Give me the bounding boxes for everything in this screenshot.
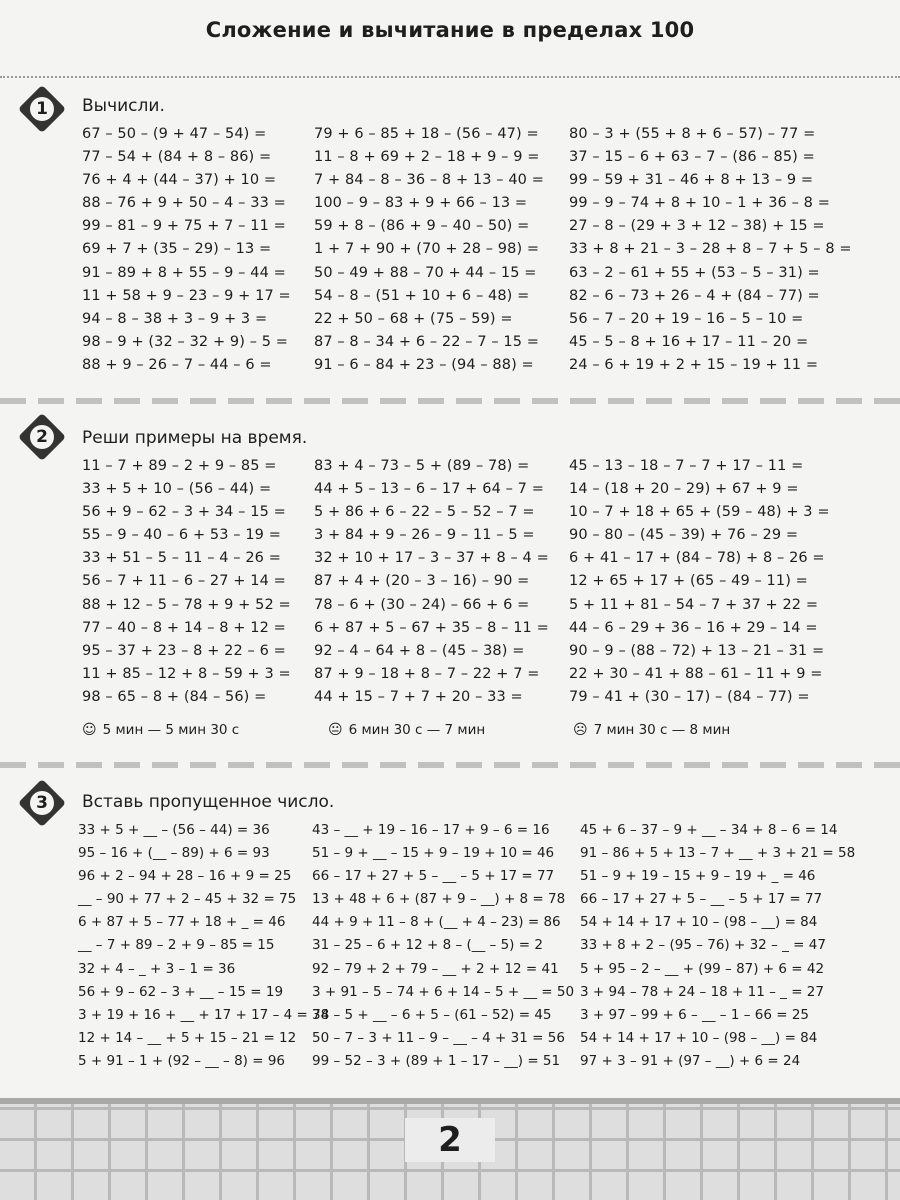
exercise-item: 87 – 8 – 34 + 6 – 22 – 7 – 15 =	[314, 333, 540, 350]
exercise-item: 51 – 9 + 19 – 15 + 9 – 19 + _ = 46	[580, 868, 816, 885]
exercise-item: 95 – 16 + (__ – 89) + 6 = 93	[78, 845, 270, 862]
exercise-item: 100 – 9 – 83 + 9 + 66 – 13 =	[314, 195, 528, 212]
exercise-column	[82, 455, 291, 709]
exercise-item: 3 + 91 – 5 – 74 + 6 + 14 – 5 + __ = 50	[312, 983, 575, 1000]
timing-label: 7 мин 30 с — 8 мин	[593, 722, 731, 738]
exercise-item: 11 – 7 + 89 – 2 + 9 – 85 =	[82, 458, 277, 474]
dotted-divider	[0, 76, 900, 78]
exercise-item: 97 + 3 – 91 + (97 – __) + 6 = 24	[580, 1052, 801, 1069]
exercise-item: 56 + 9 – 62 – 3 + 34 – 15 =	[82, 504, 286, 521]
exercise-item: 11 – 8 + 69 + 2 – 18 + 9 – 9 =	[314, 149, 540, 166]
exercise-item: 31 – 25 – 6 + 12 + 8 – (__ – 5) = 2	[312, 937, 543, 954]
exercise-item: 45 + 6 – 37 – 9 + __ – 34 + 8 – 6 = 14	[580, 822, 838, 838]
exercise-item: 5 + 11 + 81 – 54 – 7 + 37 + 22 =	[569, 596, 819, 613]
exercise-item: 99 – 81 – 9 + 75 + 7 – 11 =	[82, 218, 286, 235]
exercise-item: 7 + 84 – 8 – 36 – 8 + 13 – 40 =	[314, 172, 544, 189]
exercise-item: 12 + 65 + 17 + (65 – 49 – 11) =	[569, 573, 808, 590]
exercise-item: 54 + 14 + 17 + 10 – (98 – __) = 84	[580, 1029, 818, 1046]
exercise-item: 66 – 17 + 27 + 5 – __ – 5 + 17 = 77	[312, 868, 555, 885]
exercise-item: 91 – 6 – 84 + 23 – (94 – 88) =	[314, 356, 534, 373]
section-divider	[0, 762, 900, 768]
timing-slow	[573, 722, 730, 738]
exercise-item: 6 + 87 + 5 – 67 + 35 – 8 – 11 =	[314, 619, 549, 636]
exercise-item: 54 + 14 + 17 + 10 – (98 – __) = 84	[580, 914, 818, 931]
timing-label: 5 мин — 5 мин 30 с	[102, 722, 240, 738]
exercise-item: 79 + 6 – 85 + 18 – (56 – 47) =	[314, 126, 539, 142]
page-title: Сложение и вычитание в пределах 100	[205, 18, 695, 42]
exercise-item: 96 + 2 – 94 + 28 – 16 + 9 = 25	[78, 868, 292, 885]
exercise-item: 51 – 9 + __ – 15 + 9 – 19 + 10 = 46	[312, 845, 555, 862]
exercise-item: 69 + 7 + (35 – 29) – 13 =	[82, 241, 272, 258]
exercise-item: 3 + 84 + 9 – 26 – 9 – 11 – 5 =	[314, 527, 535, 544]
timing-label: 6 мин 30 с — 7 мин	[348, 722, 486, 738]
exercise-item: 98 – 65 – 8 + (84 – 56) =	[82, 688, 267, 705]
exercise-item: 82 – 6 – 73 + 26 – 4 + (84 – 77) =	[569, 287, 820, 304]
exercise-item: 87 + 4 + (20 – 3 – 16) – 90 =	[314, 573, 530, 590]
exercise-item: 99 – 52 – 3 + (89 + 1 – 17 – __) = 51	[312, 1052, 561, 1069]
exercise-item: 77 – 54 + (84 + 8 – 86) =	[82, 149, 272, 166]
exercise-item: 66 – 17 + 27 + 5 – __ – 5 + 17 = 77	[580, 891, 823, 908]
exercise-item: 33 + 8 + 2 – (95 – 76) + 32 – _ = 47	[580, 937, 826, 954]
exercise-item: 56 – 7 + 11 – 6 – 27 + 14 =	[82, 573, 286, 590]
section-title: Вычисли.	[82, 96, 165, 116]
exercise-item: 76 + 4 + (44 – 37) + 10 =	[82, 172, 277, 189]
exercise-item: 34 – 5 + __ – 6 + 5 – (61 – 52) = 45	[312, 1006, 552, 1023]
exercise-item: 33 + 8 + 21 – 3 – 28 + 8 – 7 + 5 – 8 =	[569, 241, 852, 258]
exercise-item: 14 – (18 + 20 – 29) + 67 + 9 =	[569, 481, 799, 498]
exercise-column	[314, 455, 549, 709]
exercise-item: 3 + 94 – 78 + 24 – 18 + 11 – _ = 27	[580, 983, 824, 1000]
exercise-column	[78, 819, 329, 1073]
exercise-item: 99 – 59 + 31 – 46 + 8 + 13 – 9 =	[569, 172, 814, 189]
exercise-item: 5 + 86 + 6 – 22 – 5 – 52 – 7 =	[314, 504, 535, 521]
timing-medium	[328, 722, 485, 738]
section-number: 1	[36, 99, 48, 119]
exercise-item: 59 + 8 – (86 + 9 – 40 – 50) =	[314, 218, 530, 235]
page-number: 2	[405, 1118, 495, 1162]
exercise-item: 44 + 15 – 7 + 7 + 20 – 33 =	[314, 688, 523, 705]
exercise-column	[580, 819, 855, 1073]
exercise-item: 6 + 41 – 17 + (84 – 78) + 8 – 26 =	[569, 550, 825, 567]
exercise-item: 33 + 5 + __ – (56 – 44) = 36	[78, 822, 270, 838]
exercise-item: 45 – 13 – 18 – 7 – 7 + 17 – 11 =	[569, 458, 804, 474]
exercise-item: 94 – 8 – 38 + 3 – 9 + 3 =	[82, 310, 268, 327]
exercise-item: 43 – __ + 19 – 16 – 17 + 9 – 6 = 16	[312, 822, 550, 838]
exercise-item: 63 – 2 – 61 + 55 + (53 – 5 – 31) =	[569, 264, 820, 281]
exercise-item: 54 – 8 – (51 + 10 + 6 – 48) =	[314, 287, 530, 304]
exercise-item: 33 + 51 – 5 – 11 – 4 – 26 =	[82, 550, 281, 567]
section-title: Реши примеры на время.	[82, 428, 308, 448]
exercise-item: 10 – 7 + 18 + 65 + (59 – 48) + 3 =	[569, 504, 830, 521]
exercise-item: 5 + 95 – 2 – __ + (99 – 87) + 6 = 42	[580, 960, 825, 977]
exercise-item: 22 + 50 – 68 + (75 – 59) =	[314, 310, 513, 327]
exercise-item: 44 – 6 – 29 + 36 – 16 + 29 – 14 =	[569, 619, 818, 636]
exercise-item: 91 – 89 + 8 + 55 – 9 – 44 =	[82, 264, 286, 281]
exercise-column	[312, 819, 574, 1073]
exercise-column	[314, 123, 544, 377]
exercise-item: __ – 7 + 89 – 2 + 9 – 85 = 15	[78, 937, 275, 954]
exercise-item: 11 + 85 – 12 + 8 – 59 + 3 =	[82, 665, 291, 682]
exercise-item: 22 + 30 – 41 + 88 – 61 – 11 + 9 =	[569, 665, 823, 682]
exercise-item: 91 – 86 + 5 + 13 – 7 + __ + 3 + 21 = 58	[580, 845, 856, 862]
exercise-item: 90 – 80 – (45 – 39) + 76 – 29 =	[569, 527, 799, 544]
sad-face-icon: ☹	[573, 722, 588, 738]
exercise-item: 95 – 37 + 23 – 8 + 22 – 6 =	[82, 642, 286, 659]
section-title: Вставь пропущенное число.	[82, 792, 335, 812]
timing-good	[82, 722, 239, 738]
section-number: 2	[36, 427, 48, 447]
section-divider	[0, 398, 900, 404]
exercise-item: 44 + 9 + 11 – 8 + (__ + 4 – 23) = 86	[312, 914, 561, 931]
exercise-item: 27 – 8 – (29 + 3 + 12 – 38) + 15 =	[569, 218, 825, 235]
footer-border	[0, 1098, 900, 1104]
exercise-item: 99 – 9 – 74 + 8 + 10 – 1 + 36 – 8 =	[569, 195, 830, 212]
section-number: 3	[36, 793, 48, 813]
exercise-item: 98 – 9 + (32 – 32 + 9) – 5 =	[82, 333, 289, 350]
exercise-item: 79 – 41 + (30 – 17) – (84 – 77) =	[569, 688, 810, 705]
exercise-item: 33 + 5 + 10 – (56 – 44) =	[82, 481, 272, 498]
exercise-item: 1 + 7 + 90 + (70 + 28 – 98) =	[314, 241, 540, 258]
neutral-face-icon: 😐	[328, 722, 343, 738]
exercise-column	[82, 123, 291, 377]
smile-face-icon: ☺	[82, 722, 97, 738]
exercise-item: 50 – 7 – 3 + 11 – 9 – __ – 4 + 31 = 56	[312, 1029, 565, 1046]
exercise-item: 5 + 91 – 1 + (92 – __ – 8) = 96	[78, 1052, 286, 1069]
exercise-item: 92 – 4 – 64 + 8 – (45 – 38) =	[314, 642, 525, 659]
exercise-column	[569, 123, 852, 377]
exercise-item: 45 – 5 – 8 + 16 + 17 – 11 – 20 =	[569, 333, 809, 350]
exercise-item: 90 – 9 – (88 – 72) + 13 – 21 – 31 =	[569, 642, 825, 659]
exercise-column	[569, 455, 830, 709]
exercise-item: 83 + 4 – 73 – 5 + (89 – 78) =	[314, 458, 530, 474]
exercise-item: 77 – 40 – 8 + 14 – 8 + 12 =	[82, 619, 286, 636]
exercise-item: 32 + 10 + 17 – 3 – 37 + 8 – 4 =	[314, 550, 549, 567]
exercise-item: 87 + 9 – 18 + 8 – 7 – 22 + 7 =	[314, 665, 540, 682]
exercise-item: 44 + 5 – 13 – 6 – 17 + 64 – 7 =	[314, 481, 544, 498]
exercise-item: 88 + 9 – 26 – 7 – 44 – 6 =	[82, 356, 272, 373]
exercise-item: 92 – 79 + 2 + 79 – __ + 2 + 12 = 41	[312, 960, 559, 977]
exercise-item: 13 + 48 + 6 + (87 + 9 – __) + 8 = 78	[312, 891, 566, 908]
exercise-item: 56 + 9 – 62 – 3 + __ – 15 = 19	[78, 983, 284, 1000]
exercise-item: 11 + 58 + 9 – 23 – 9 + 17 =	[82, 287, 291, 304]
exercise-item: 88 + 12 – 5 – 78 + 9 + 52 =	[82, 596, 291, 613]
exercise-item: 56 – 7 – 20 + 19 – 16 – 5 – 10 =	[569, 310, 804, 327]
exercise-item: 88 – 76 + 9 + 50 – 4 – 33 =	[82, 195, 286, 212]
exercise-item: 67 – 50 – (9 + 47 – 54) =	[82, 126, 267, 142]
exercise-item: 24 – 6 + 19 + 2 + 15 – 19 + 11 =	[569, 356, 819, 373]
exercise-item: 12 + 14 – __ + 5 + 15 – 21 = 12	[78, 1029, 297, 1046]
exercise-item: 80 – 3 + (55 + 8 + 6 – 57) – 77 =	[569, 126, 816, 142]
exercise-item: 78 – 6 + (30 – 24) – 66 + 6 =	[314, 596, 530, 613]
exercise-item: __ – 90 + 77 + 2 – 45 + 32 = 75	[78, 891, 297, 908]
exercise-item: 6 + 87 + 5 – 77 + 18 + _ = 46	[78, 914, 286, 931]
exercise-item: 55 – 9 – 40 – 6 + 53 – 19 =	[82, 527, 281, 544]
exercise-item: 37 – 15 – 6 + 63 – 7 – (86 – 85) =	[569, 149, 815, 166]
exercise-item: 50 – 49 + 88 – 70 + 44 – 15 =	[314, 264, 537, 281]
exercise-item: 3 + 97 – 99 + 6 – __ – 1 – 66 = 25	[580, 1006, 809, 1023]
exercise-item: 32 + 4 – _ + 3 – 1 = 36	[78, 960, 236, 977]
exercise-item: 3 + 19 + 16 + __ + 17 + 17 – 4 = 78	[78, 1006, 330, 1023]
